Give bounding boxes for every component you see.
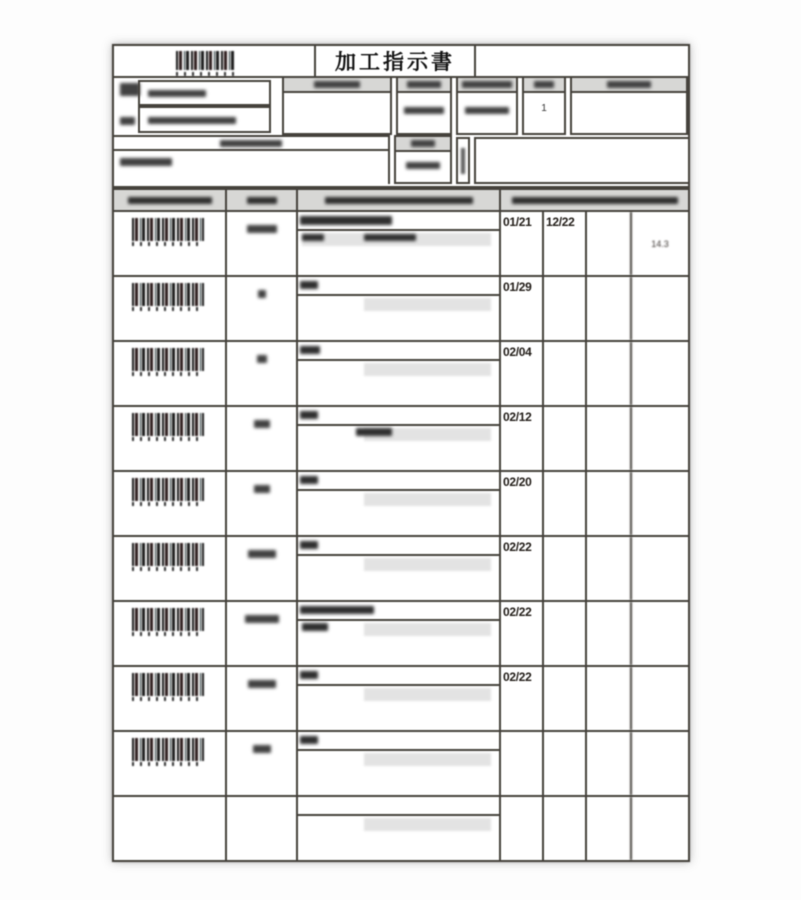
product-name-header-blur — [220, 140, 282, 147]
process-name-cell — [225, 602, 296, 665]
page-title: 加工指示書 — [314, 44, 476, 78]
col-process-header — [225, 190, 296, 210]
remarks-box — [474, 137, 688, 184]
detail-strip — [298, 407, 499, 426]
barcode-cell — [114, 277, 225, 340]
planned-date: 02/22 — [499, 602, 542, 665]
process-row — [114, 795, 688, 860]
planned-date: 02/12 — [499, 407, 542, 470]
barcode-cell — [114, 602, 225, 665]
end-date-cell — [585, 797, 630, 860]
detail-subtext-blur — [302, 623, 328, 631]
quantity-header — [524, 78, 564, 93]
barcode-caption-blur — [176, 72, 234, 76]
barcode-caption-blur — [132, 437, 204, 441]
process-name-blur — [254, 485, 270, 493]
planned-date: 01/21 — [499, 212, 542, 275]
process-name-blur — [253, 745, 271, 753]
item-code-blur — [148, 117, 236, 124]
process-name-cell — [225, 667, 296, 730]
detail-strip — [298, 212, 499, 231]
process-row — [114, 470, 688, 535]
process-barcode-icon — [132, 478, 204, 501]
barcode-cell — [114, 472, 225, 535]
process-name-blur — [245, 615, 279, 623]
date1-header-blur — [407, 81, 441, 88]
process-name-cell — [225, 797, 296, 860]
start-date: 12/22 — [542, 212, 585, 275]
start-date — [542, 602, 585, 665]
work-detail-cell — [296, 342, 499, 405]
end-date-cell — [585, 212, 630, 275]
metric-value — [630, 407, 688, 470]
work-detail-cell — [296, 602, 499, 665]
barcode-caption-blur — [132, 762, 204, 766]
detail-text-blur — [300, 736, 318, 744]
process-row — [114, 600, 688, 665]
detail-subtext-blur — [302, 234, 324, 241]
col-dates-header-blur — [512, 197, 678, 204]
date2-header — [458, 78, 516, 93]
detail-text-blur — [300, 346, 320, 354]
end-date-cell — [585, 732, 630, 795]
barcode-cell — [114, 342, 225, 405]
planned-date: 01/29 — [499, 277, 542, 340]
work-detail-cell — [296, 407, 499, 470]
work-detail-cell — [296, 277, 499, 340]
barcode-caption-blur — [132, 697, 204, 701]
work-detail-cell — [296, 797, 499, 860]
redacted-bar — [364, 493, 491, 506]
metric-value — [630, 277, 688, 340]
metric-value — [630, 602, 688, 665]
end-date-cell — [585, 277, 630, 340]
process-name-blur — [248, 680, 276, 688]
detail-strip — [298, 797, 499, 816]
quantity-header-blur — [534, 81, 554, 88]
process-name-cell — [225, 342, 296, 405]
barcode-cell — [114, 537, 225, 600]
product-name-blur — [120, 158, 172, 166]
work-detail-cell — [296, 537, 499, 600]
detail-subtext2-blur — [364, 234, 416, 241]
process-barcode-icon — [132, 283, 204, 306]
worker-header-blur — [607, 81, 651, 88]
worker-header — [572, 78, 686, 93]
process-name-cell — [225, 407, 296, 470]
redacted-bar — [364, 818, 491, 831]
process-row — [114, 405, 688, 470]
metric-value — [630, 797, 688, 860]
col-barcode-header-blur — [128, 197, 212, 204]
order-no-column — [282, 78, 392, 135]
planned-date: 02/20 — [499, 472, 542, 535]
header-info-table — [112, 78, 690, 188]
start-date — [542, 407, 585, 470]
order-code-box — [138, 80, 271, 106]
col-detail-header — [296, 190, 499, 210]
metric-value — [630, 342, 688, 405]
date2-header-blur — [462, 81, 512, 88]
process-table-header — [114, 188, 688, 210]
detail-text-blur — [300, 411, 318, 419]
scanned-work-order-page — [112, 44, 690, 862]
barcode-cell — [114, 212, 225, 275]
date1-value-blur — [404, 107, 444, 114]
start-date — [542, 277, 585, 340]
col-barcode-header — [114, 190, 225, 210]
end-date-cell — [585, 602, 630, 665]
redacted-bar — [364, 363, 491, 376]
redacted-bar — [364, 688, 491, 701]
start-date — [542, 732, 585, 795]
planned-date: 02/04 — [499, 342, 542, 405]
process-name-blur — [257, 355, 267, 363]
barcode-caption-blur — [132, 632, 204, 636]
barcode-cell — [114, 732, 225, 795]
metric-value — [630, 537, 688, 600]
process-name-cell — [225, 212, 296, 275]
end-date-cell — [585, 667, 630, 730]
end-date-cell — [585, 537, 630, 600]
detail-strip — [298, 472, 499, 491]
metric-value — [630, 732, 688, 795]
detail-text-blur — [300, 216, 392, 225]
barcode-cell — [114, 407, 225, 470]
start-date — [542, 537, 585, 600]
date-column-2 — [456, 78, 518, 135]
barcode-caption-blur — [132, 567, 204, 571]
process-name-cell — [225, 732, 296, 795]
detail-text-blur — [300, 671, 318, 679]
process-name-cell — [225, 277, 296, 340]
work-detail-cell — [296, 212, 499, 275]
barcode-caption-blur — [132, 307, 204, 311]
end-date-cell — [585, 472, 630, 535]
product-name-value-cell — [114, 151, 390, 184]
barcode-cell — [114, 797, 225, 860]
product-name-band — [114, 135, 390, 151]
process-row — [114, 210, 688, 275]
col-dates-header — [499, 190, 688, 210]
left-label-blur — [120, 83, 140, 96]
work-detail-cell — [296, 667, 499, 730]
vertical-label-strip — [456, 137, 470, 184]
weight-column — [394, 135, 452, 184]
title-band — [112, 44, 690, 78]
process-barcode-icon — [132, 673, 204, 696]
quantity-column — [522, 78, 566, 135]
process-name-blur — [258, 290, 266, 298]
barcode-caption-blur — [132, 502, 204, 506]
vertical-text-blur — [461, 148, 465, 174]
date1-header — [398, 78, 450, 93]
process-row — [114, 665, 688, 730]
order-code-blur — [148, 90, 206, 97]
end-date-cell — [585, 342, 630, 405]
process-barcode-icon — [132, 218, 204, 241]
metric-value — [630, 667, 688, 730]
weight-header — [396, 137, 450, 152]
process-name-blur — [254, 420, 270, 428]
detail-strip — [298, 537, 499, 556]
process-row — [114, 275, 688, 340]
barcode-cell — [114, 667, 225, 730]
detail-text-blur — [300, 281, 318, 289]
date2-value-blur — [465, 107, 509, 114]
start-date — [542, 797, 585, 860]
detail-strip — [298, 732, 499, 751]
detail-strip — [298, 342, 499, 361]
item-code-box — [138, 106, 271, 133]
start-date — [542, 342, 585, 405]
detail-text-blur — [300, 606, 374, 614]
detail-text-blur — [300, 476, 318, 484]
process-name-cell — [225, 472, 296, 535]
process-barcode-icon — [132, 543, 204, 566]
process-name-blur — [247, 225, 277, 233]
process-row — [114, 730, 688, 795]
start-date — [542, 667, 585, 730]
left-label2-blur — [120, 117, 135, 125]
col-process-header-blur — [247, 197, 277, 204]
metric-value — [630, 472, 688, 535]
planned-date: 02/22 — [499, 537, 542, 600]
process-table — [112, 188, 690, 862]
detail-text-blur — [300, 541, 318, 549]
worker-column — [570, 78, 688, 135]
start-date — [542, 472, 585, 535]
barcode-caption-blur — [132, 242, 204, 246]
planned-date: 02/22 — [499, 667, 542, 730]
document-barcode-icon — [176, 51, 234, 70]
process-name-blur — [248, 550, 276, 558]
detail-strip — [298, 277, 499, 296]
detail-strip — [298, 667, 499, 686]
col-detail-header-blur — [325, 197, 473, 204]
process-barcode-icon — [132, 608, 204, 631]
detail-strip — [298, 602, 499, 621]
barcode-caption-blur — [132, 372, 204, 376]
redacted-bar — [364, 558, 491, 571]
work-detail-cell — [296, 732, 499, 795]
redacted-bar — [364, 298, 491, 311]
metric-value: 14.3 — [630, 212, 688, 275]
detail-subtext-blur — [356, 428, 392, 436]
process-barcode-icon — [132, 738, 204, 761]
planned-date — [499, 732, 542, 795]
redacted-bar — [364, 753, 491, 766]
process-name-cell — [225, 537, 296, 600]
process-barcode-icon — [132, 348, 204, 371]
weight-header-blur — [411, 140, 435, 147]
process-row — [114, 340, 688, 405]
order-no-header-blur — [314, 81, 360, 88]
quantity-value: 1 — [541, 102, 547, 114]
planned-date — [499, 797, 542, 860]
process-row — [114, 535, 688, 600]
date-column-1 — [396, 78, 452, 135]
process-barcode-icon — [132, 413, 204, 436]
weight-value-blur — [406, 162, 440, 169]
work-detail-cell — [296, 472, 499, 535]
redacted-bar — [364, 623, 491, 636]
order-no-header — [284, 78, 390, 93]
end-date-cell — [585, 407, 630, 470]
